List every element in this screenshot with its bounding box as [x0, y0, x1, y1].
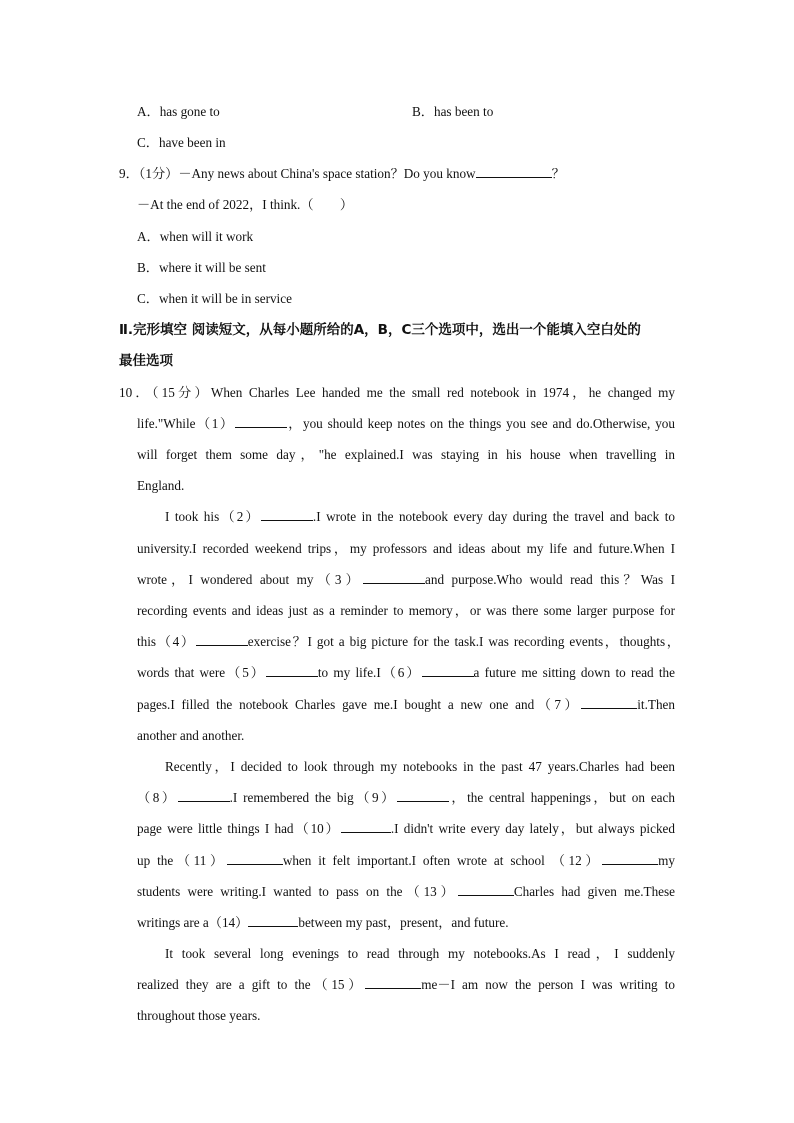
- text-span: a future me sitting down to read the: [473, 665, 675, 680]
- text-span: words that were（5）: [137, 665, 266, 680]
- text-span: my: [658, 853, 675, 868]
- blank-2[interactable]: [261, 507, 313, 521]
- text-span: Charles had given me.These: [513, 884, 675, 899]
- q10-p3-line5: [137, 882, 675, 902]
- q8-option-a: A．has gone to: [137, 104, 220, 119]
- blank-15[interactable]: [365, 975, 421, 989]
- blank-14[interactable]: [248, 913, 298, 927]
- q9-stem-end: ？: [551, 166, 565, 181]
- q10-p3-line4: [137, 851, 675, 871]
- text-span: me－I am now the person I was writing to: [421, 977, 675, 992]
- q10-p2-line5: [137, 632, 680, 652]
- text-span: between my past，present，and future.: [298, 915, 509, 930]
- q10-p2-line8: another and another.: [137, 728, 245, 743]
- q10-p2-line6: [137, 663, 675, 683]
- q10-p4-line2: [137, 975, 675, 995]
- q8-option-c: C．have been in: [137, 135, 226, 150]
- text-span: pages.I filled the notebook Charles gave me.I bought a new one and（7）: [137, 697, 582, 712]
- blank-8[interactable]: [178, 788, 230, 802]
- q10-p3-line1: Recently，I decided to look through my notebooks in the past 47 years.Charles had been: [165, 759, 675, 774]
- blank-7[interactable]: [581, 695, 637, 709]
- section2-title-cont: 最佳选项: [119, 353, 173, 369]
- q10-p2-line4: recording events and ideas just as a reminder to memory，or was there some larger purpose for: [137, 603, 675, 618]
- q9-option-b: B．where it will be sent: [137, 260, 266, 275]
- q9-answer-line: －At the end of 2022，I think.（ ）: [137, 197, 354, 212]
- blank-4[interactable]: [196, 632, 248, 646]
- blank-12[interactable]: [602, 851, 658, 865]
- text-span: life."While（1）: [137, 416, 235, 431]
- blank-9[interactable]: [397, 788, 449, 802]
- text-span: it.Then: [637, 697, 675, 712]
- blank-5[interactable]: [266, 663, 318, 677]
- blank-10[interactable]: [341, 819, 391, 833]
- text-span: ，you should keep notes on the things you see and do.Otherwise, you: [286, 416, 675, 431]
- q8-option-b: B．has been to: [412, 104, 494, 119]
- q9-option-a: A．when will it work: [137, 229, 254, 244]
- text-span: exercise？I got a big picture for the task.I was recording events，thoughts，: [247, 634, 680, 649]
- q10-p2-line7: [137, 695, 675, 715]
- blank-11[interactable]: [227, 851, 283, 865]
- q10-p2-line1: [165, 507, 675, 527]
- text-span: and purpose.Who would read this？Was I: [425, 572, 675, 587]
- text-span: writings are a（14）: [137, 915, 249, 930]
- section2-title: Ⅱ.完形填空 阅读短文，从每小题所给的A，B，C三个选项中，选出一个能填入空白处的: [119, 322, 641, 338]
- text-span: I took his（2）: [165, 509, 261, 524]
- text-span: .I didn't write every day lately，but always picked: [390, 821, 675, 836]
- blank-13[interactable]: [458, 882, 514, 896]
- q9-option-c: C．when it will be in service: [137, 291, 292, 306]
- text-span: up the（11）: [137, 853, 227, 868]
- text-span: students were writing.I wanted to pass on the（13）: [137, 884, 458, 899]
- blank-3[interactable]: [363, 570, 425, 584]
- text-span: ，the central happenings，but on each: [448, 790, 675, 805]
- text-span: wrote，I wondered about my（3）: [137, 572, 364, 587]
- q10-p1-line3: will forget them some day，"he explained.I was staying in his house when travelling in: [137, 447, 675, 462]
- q10-p3-line3: [137, 819, 675, 839]
- text-span: page were little things I had（10）: [137, 821, 341, 836]
- text-span: to my life.I（6）: [317, 665, 422, 680]
- q10-p4-line3: throughout those years.: [137, 1008, 261, 1023]
- q10-p1-line1: 10．（15分）When Charles Lee handed me the small red notebook in 1974，he changed my: [119, 385, 675, 400]
- text-span: .I remembered the big（9）: [229, 790, 397, 805]
- blank-6[interactable]: [422, 663, 474, 677]
- text-span: .I wrote in the notebook every day during the travel and back to: [312, 509, 675, 524]
- q9-stem-text: 9．（1分）－Any news about China's space station？Do you know: [119, 166, 476, 181]
- q9-stem: [119, 164, 565, 184]
- blank-1[interactable]: [235, 414, 287, 428]
- q9-answer-blank[interactable]: [476, 164, 552, 178]
- q10-p3-line6: [137, 913, 509, 933]
- q10-p4-line1: It took several long evenings to read through my notebooks.As I read，I suddenly: [165, 946, 675, 961]
- q10-p2-line3: [137, 570, 675, 590]
- q10-p2-line2: university.I recorded weekend trips，my professors and ideas about my life and future.When I: [137, 541, 675, 556]
- q10-p1-line2: [137, 414, 675, 434]
- text-span: realized they are a gift to the（15）: [137, 977, 366, 992]
- q10-p1-line4: England.: [137, 478, 185, 493]
- q10-p3-line2: [137, 788, 675, 808]
- text-span: this（4）: [137, 634, 196, 649]
- text-span: （8）: [137, 790, 178, 805]
- text-span: when it felt important.I often wrote at school （12）: [282, 853, 603, 868]
